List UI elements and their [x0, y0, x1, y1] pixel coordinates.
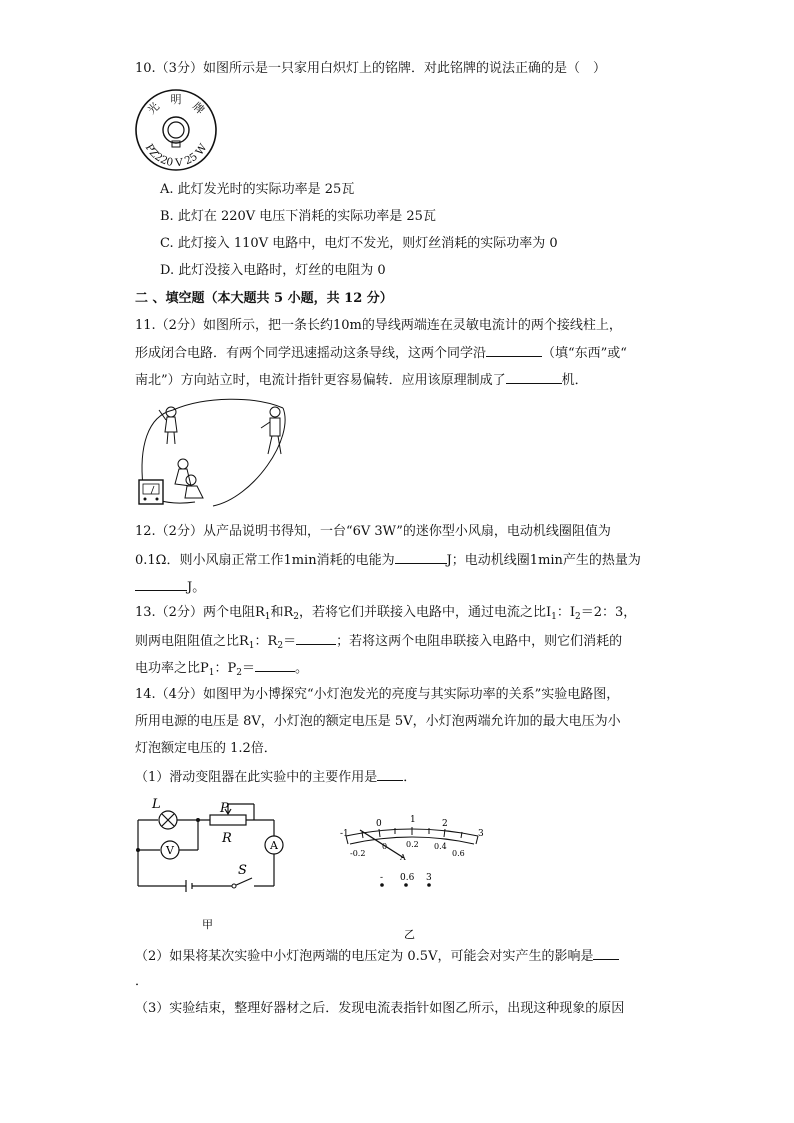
- label-V: V: [166, 844, 174, 857]
- q14-line3: 灯泡额定电压的 1.2倍．: [135, 741, 277, 756]
- nameplate-figure: [134, 88, 218, 176]
- tick-upper-1: 0: [376, 819, 382, 829]
- q10-stem: 10.（3分）如图所示是一只家用白炽灯上的铭牌．对此铭牌的说法正确的是（ ）: [135, 61, 606, 76]
- svg-text:PZ220 V 25 W: [143, 142, 210, 170]
- tick-upper-4: 3: [478, 829, 484, 839]
- tick-upper-3: 2: [442, 819, 448, 829]
- q11-blank-direction[interactable]: [486, 343, 542, 357]
- q11-line2-text-a: 形成闭合电路．有两个同学迅速摇动这条导线，这两个同学沿: [135, 346, 487, 361]
- q10-option-b: B. 此灯在 220V 电压下消耗的实际功率是 25瓦: [160, 209, 436, 224]
- circuit-diagram-jia: [130, 798, 300, 942]
- q14-sub2-end: ．: [135, 974, 149, 989]
- q10-option-c: C. 此灯接入 110V 电路中，电灯不发光，则灯丝消耗的实际功率为 0: [160, 236, 558, 251]
- q13-blank-power-ratio[interactable]: [255, 658, 295, 672]
- q10-option-d: D. 此灯没接入电路时，灯丝的电阻为 0: [160, 263, 386, 278]
- q12-line2-text-a: 0.1Ω．则小风扇正常工作1min消耗的电能为: [135, 553, 395, 568]
- label-S: S: [238, 863, 247, 878]
- q14-sub2-text: （2）如果将某次实验中小灯泡两端的电压定为 0.5V，可能会对实产生的影响是: [135, 949, 594, 964]
- q13-text: 。: [294, 661, 308, 676]
- nameplate-bottom-text: PZ220 V 25 W: [142, 141, 210, 170]
- q13-subscript: 1: [248, 641, 255, 651]
- ammeter-dial-yi: [332, 800, 492, 944]
- q11-line3: [135, 370, 588, 390]
- q12-line3: [135, 577, 205, 597]
- q13-subscript: 2: [236, 668, 242, 678]
- q11-line3-text-b: 机．: [561, 373, 588, 388]
- q13-text: ：P: [214, 661, 237, 676]
- q11-line1: 11.（2分）如图所示，把一条长约10m的导线两端连在灵敏电流计的两个接线柱上，: [135, 318, 622, 333]
- q13-subscript: 2: [575, 612, 581, 622]
- q12-line1: 12.（2分）从产品说明书得知，一台“6V 3W”的迷你型小风扇，电动机线圈阻值为: [135, 524, 611, 539]
- caption-jia: 甲: [202, 918, 213, 931]
- caption-yi: 乙: [404, 928, 415, 940]
- q13-text: ＝: [241, 661, 255, 676]
- q13-text: 电功率之比P: [135, 661, 209, 676]
- q11-line2-text-b: （填“东西”或“: [542, 346, 627, 361]
- tick-upper-2: 1: [410, 815, 416, 825]
- q13-subscript: 2: [293, 612, 299, 622]
- q14-sub1-end: ．: [403, 770, 417, 785]
- q14-sub3: （3）实验结束，整理好器材之后．发现电流表指针如图乙所示，出现这种现象的原因: [135, 1001, 625, 1016]
- q13-text: 和R: [270, 605, 294, 620]
- q13-text: ，若将它们并联接入电路中，通过电流之比I: [299, 605, 552, 620]
- q13-text: 则两电阻阻值之比R: [135, 634, 249, 649]
- tick-lower-3: 0.4: [434, 842, 447, 851]
- q12-blank-heat[interactable]: [135, 577, 187, 591]
- tick-lower-1: 0: [382, 842, 388, 851]
- terminal-3: 3: [426, 873, 432, 883]
- label-L: L: [152, 798, 161, 812]
- q13-text: ；若将这两个电阻串联接入电路中，则它们消耗的: [336, 634, 623, 649]
- q12-blank-energy[interactable]: [395, 550, 447, 564]
- terminal-0-6: 0.6: [400, 873, 415, 883]
- q14-sub1: [135, 767, 416, 787]
- q10-option-a: A. 此灯发光时的实际功率是 25瓦: [160, 182, 355, 197]
- q13-text: ＝2：3，: [580, 605, 637, 620]
- q13-subscript: 1: [264, 612, 271, 622]
- q12-line2-text-b: J；电动机线圈1min产生的热量为: [446, 553, 641, 568]
- tick-lower-2: 0.2: [406, 840, 419, 849]
- q13-blank-resistance-ratio[interactable]: [296, 631, 336, 645]
- q13-text: ：R: [254, 634, 278, 649]
- q13-line2: [135, 631, 622, 655]
- label-R: R: [222, 831, 232, 846]
- q13-line3: [135, 658, 308, 682]
- label-P: P: [220, 801, 229, 816]
- q13-subscript: 1: [551, 612, 557, 622]
- q11-line2: [135, 343, 627, 363]
- rope-experiment-figure: [135, 398, 295, 514]
- q13-text: ：I: [556, 605, 576, 620]
- unit-A: A: [400, 853, 406, 862]
- q14-line2: 所用电源的电压是 8V，小灯泡的额定电压是 5V，小灯泡两端允许加的最大电压为小: [135, 714, 621, 729]
- q13-text: ＝: [283, 634, 297, 649]
- terminal-minus: -: [380, 873, 384, 883]
- q13-line1: [135, 604, 636, 626]
- q14-sub1-text: （1）滑动变阻器在此实验中的主要作用是: [135, 770, 378, 785]
- tick-lower-0: -0.2: [350, 849, 366, 858]
- q12-line3-text-b: J。: [187, 580, 206, 595]
- label-A: A: [270, 839, 278, 852]
- tick-lower-4: 0.6: [452, 849, 465, 858]
- q14-line1: 14.（4分）如图甲为小博探究“小灯泡发光的亮度与其实际功率的关系”实验电路图，: [135, 687, 620, 702]
- q11-blank-machine[interactable]: [506, 370, 562, 384]
- q13-subscript: 1: [208, 668, 215, 678]
- tick-upper-0: -1: [340, 829, 349, 839]
- q13-text: 13.（2分）两个电阻R: [135, 605, 265, 620]
- q12-line2: [135, 550, 641, 570]
- q14-sub2: [135, 946, 619, 966]
- section-title: 二 、填空题（本大题共 5 小题，共 12 分）: [135, 291, 393, 306]
- q13-subscript: 2: [277, 641, 284, 651]
- q14-blank-effect[interactable]: [593, 946, 619, 960]
- q14-blank-rheostat-role[interactable]: [377, 767, 403, 781]
- nameplate-top-text: 光 明 牌: [145, 93, 207, 117]
- q11-line3-text-a: 南北”）方向站立时，电流计指针更容易偏转．应用该原理制成了: [135, 373, 506, 388]
